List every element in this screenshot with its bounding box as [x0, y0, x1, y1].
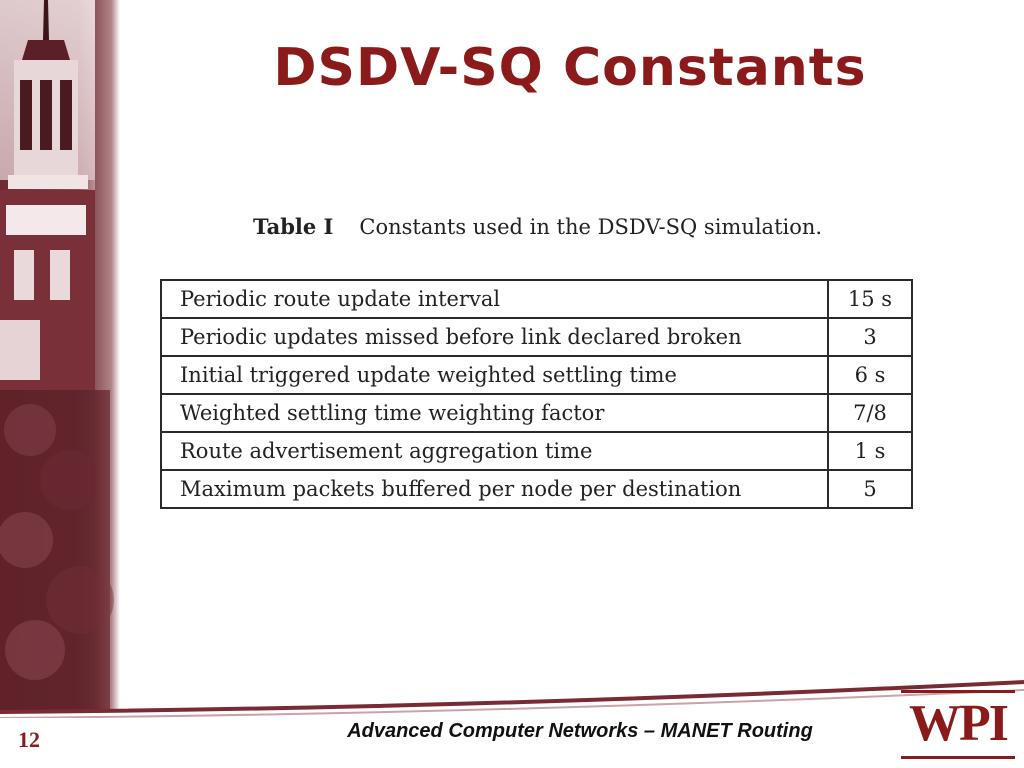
row-name: Maximum packets buffered per node per destination	[161, 470, 828, 508]
table-row	[161, 470, 912, 508]
logo-text: WPI	[909, 695, 1007, 752]
footer-title: Advanced Computer Networks – MANET Routing	[347, 720, 813, 742]
footer-divider	[0, 678, 1024, 718]
row-value: 7/8	[828, 394, 912, 432]
logo-top-bar	[901, 690, 1015, 693]
tower-photo	[0, 0, 120, 710]
row-name: Initial triggered update weighted settling time	[161, 356, 828, 394]
table-caption-label: Table I	[253, 214, 334, 239]
table-row	[161, 394, 912, 432]
constants-table-container	[160, 279, 913, 509]
wpi-logo	[893, 688, 1023, 764]
slide-number: 12	[18, 727, 40, 752]
row-name: Weighted settling time weighting factor	[161, 394, 828, 432]
row-value: 6 s	[828, 356, 912, 394]
row-name: Route advertisement aggregation time	[161, 432, 828, 470]
row-value: 3	[828, 318, 912, 356]
row-value: 1 s	[828, 432, 912, 470]
table-row	[161, 432, 912, 470]
constants-table	[160, 279, 913, 509]
logo-bottom-bar	[901, 756, 1015, 759]
table-caption-text: Constants used in the DSDV-SQ simulation.	[359, 215, 823, 239]
table-row	[161, 356, 912, 394]
table-row	[161, 318, 912, 356]
row-name: Periodic route update interval	[161, 280, 828, 318]
row-value: 5	[828, 470, 912, 508]
slide-title: DSDV-SQ Constants	[273, 38, 867, 98]
table-caption	[253, 214, 822, 239]
table-row	[161, 280, 912, 318]
row-name: Periodic updates missed before link declared broken	[161, 318, 828, 356]
row-value: 15 s	[828, 280, 912, 318]
